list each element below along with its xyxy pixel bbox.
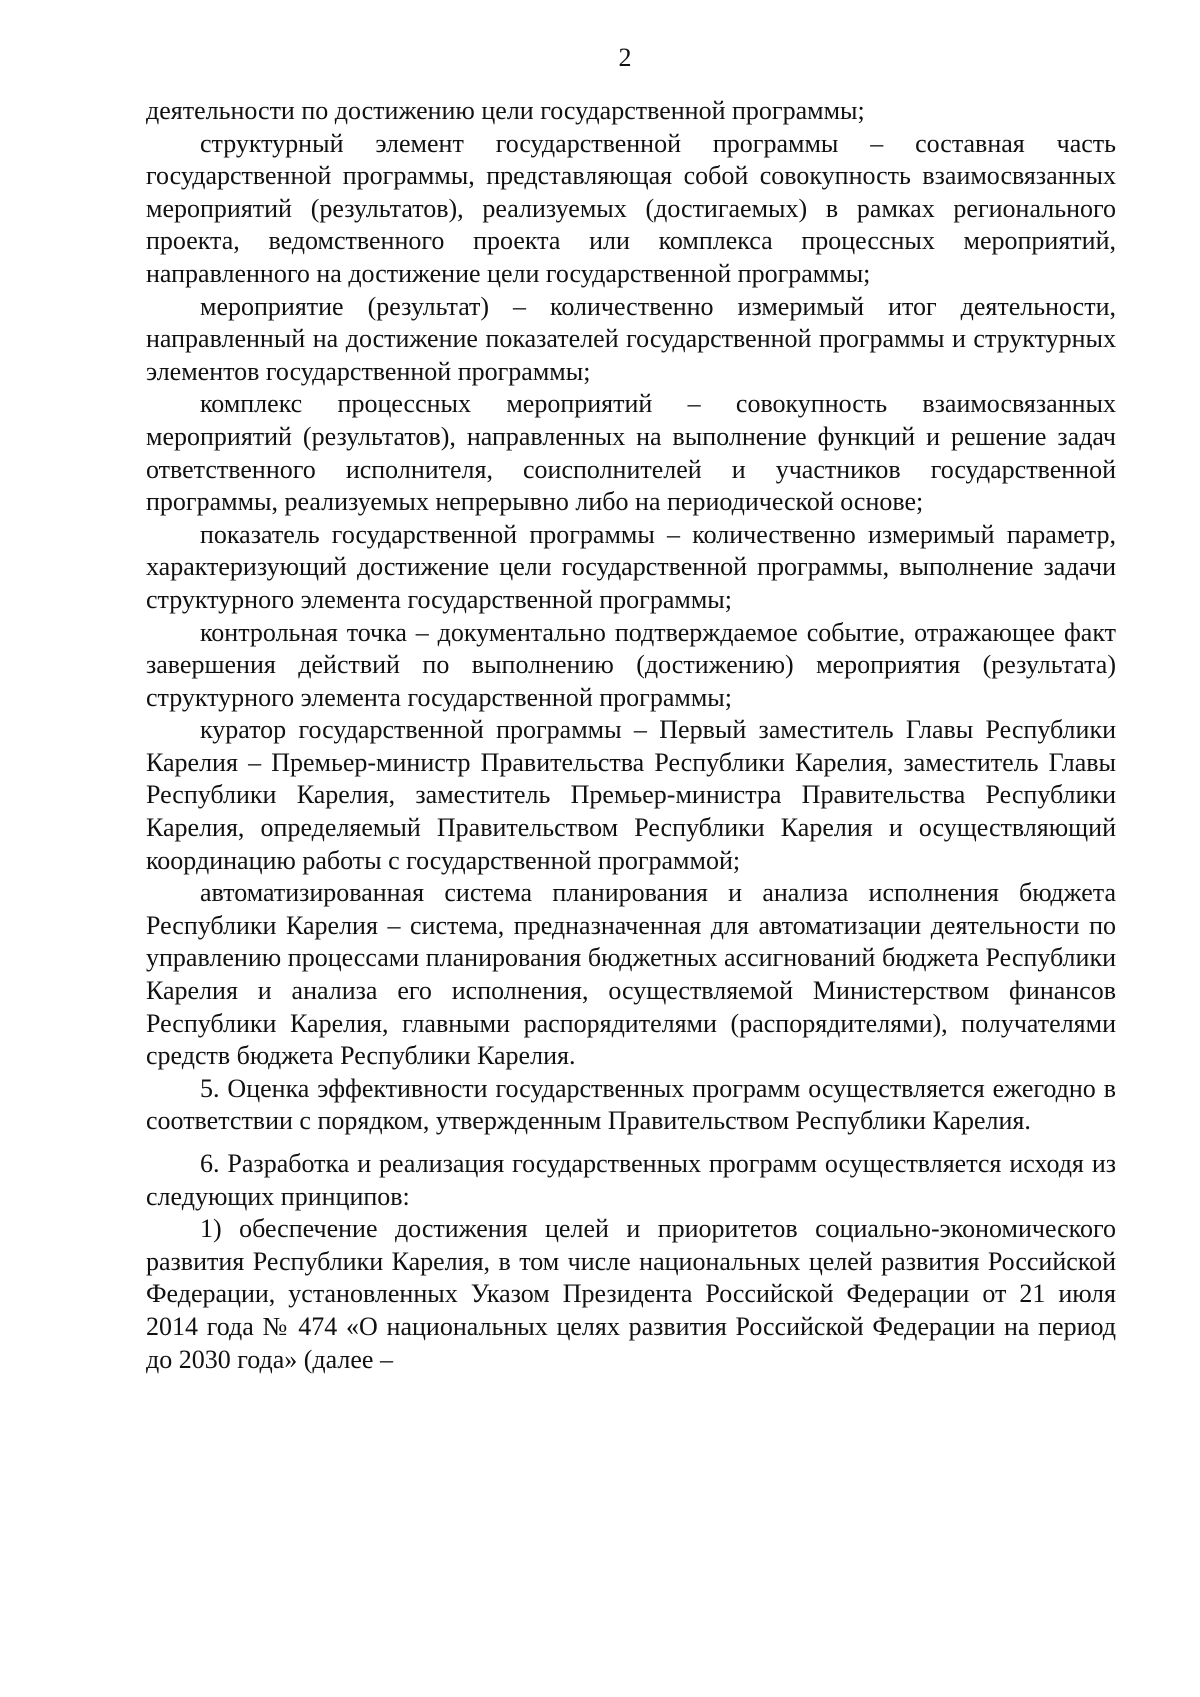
paragraph-continuation: деятельности по достижению цели государственной программы; bbox=[146, 96, 865, 125]
paragraph-definition-control-point: контрольная точка – документально подтверждаемое событие, отражающее факт завершения действий по выполнению (достижению) мероприятия (результата) структурного элемента государственной программы; bbox=[146, 617, 1116, 712]
paragraph-definition-structural-element: структурный элемент государственной программы – составная часть государственной программы, представляющая собой совокупность взаимосвязанных мероприятий (результатов), реализуемых (достигаемых) в рамках регионального проекта, ведомственного проекта или комплекса процессных мероприятий, направленного на достижение цели государственной программы; bbox=[146, 128, 1116, 288]
paragraph-definition-process-complex: комплекс процессных мероприятий – совокупность взаимосвязанных мероприятий (результатов), направленных на выполнение функций и решение задач ответственного исполнителя, соисполнителей и участников государственной программы, реализуемых непрерывно либо на периодической основе; bbox=[146, 389, 1116, 517]
paragraph-definition-activity: мероприятие (результат) – количественно измеримый итог деятельности, направленный на достижение показателей государственной программы и структурных элементов государственной программы; bbox=[146, 291, 1116, 386]
paragraph-definition-automated-system: автоматизированная система планирования и анализа исполнения бюджета Республики Карелия – система, предназначенная для автоматизации деятельности по управлению процессами планирования бюджетных ассигнований бюджета Республики Карелия и анализа его исполнения, осуществляемой Министерством финансов Республики Карелия, главными распорядителями (распорядителями), получателями средств бюджета Республики Карелия. bbox=[146, 878, 1116, 1071]
paragraph-definition-curator: куратор государственной программы – Первый заместитель Главы Республики Карелия – Премьер-министр Правительства Республики Карелия, заместитель Главы Республики Карелия, заместитель Премьер-министра Правительства Республики Карелия, определяемый Правительством Республики Карелия и осуществляющий координацию работы с государственной программой; bbox=[146, 715, 1116, 875]
document-body bbox=[146, 95, 1116, 1376]
paragraph-item-6: 6. Разработка и реализация государственных программ осуществляется исходя из следующих принципов: bbox=[146, 1149, 1116, 1211]
page-number: 2 bbox=[618, 43, 632, 72]
paragraph-definition-indicator: показатель государственной программы – количественно измеримый параметр, характеризующий достижение цели государственной программы, выполнение задачи структурного элемента государственной программы; bbox=[146, 519, 1116, 614]
paragraph-subitem-1: 1) обеспечение достижения целей и приоритетов социально-экономического развития Республики Карелия, в том числе национальных целей развития Российской Федерации, установленных Указом Президента Российской Федерации от 21 июля 2014 года № 474 «О национальных целях развития Российской Федерации на период до 2030 года» (далее – bbox=[146, 1214, 1116, 1374]
paragraph-item-5: 5. Оценка эффективности государственных программ осуществляется ежегодно в соответствии с порядком, утвержденным Правительством Республики Карелия. bbox=[146, 1073, 1116, 1136]
